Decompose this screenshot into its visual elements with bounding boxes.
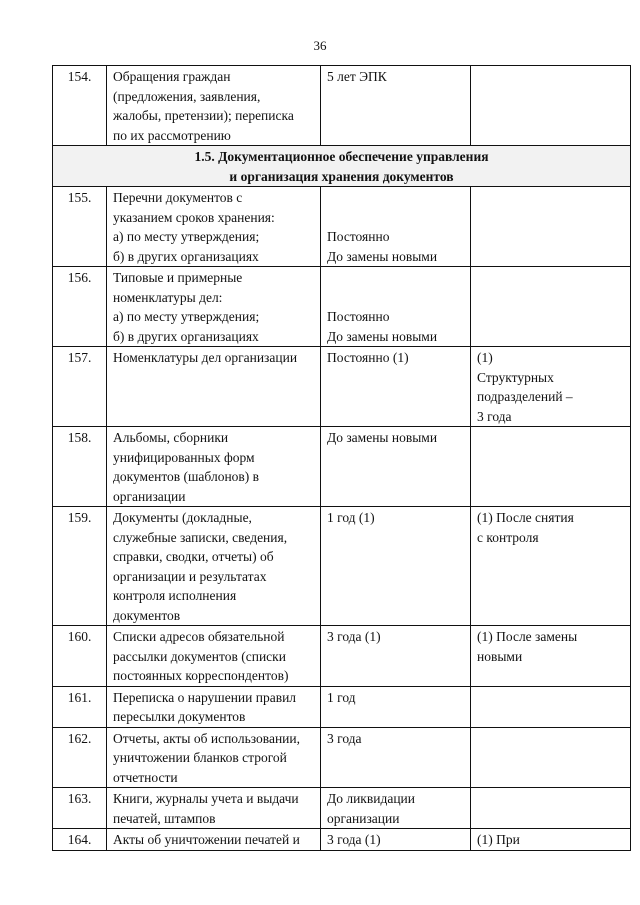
- item-number: 155.: [53, 187, 107, 267]
- document-type-line: Типовые и примерные: [113, 270, 243, 285]
- note-cell: [471, 686, 631, 727]
- document-type-cell: [107, 788, 321, 829]
- note-line: (1) После снятия: [477, 510, 574, 525]
- document-type-line: справки, сводки, отчеты) об: [113, 549, 274, 564]
- document-type-line: документов (шаблонов) в: [113, 469, 260, 484]
- document-type-line: контроля исполнения: [113, 588, 237, 603]
- retention-term-line: Постоянно: [327, 309, 390, 324]
- document-type-cell: [107, 626, 321, 687]
- item-number: 163.: [53, 788, 107, 829]
- document-type-line: жалобы, претензии); переписка: [113, 108, 294, 123]
- document-type-cell: [107, 507, 321, 626]
- document-type-cell: [107, 427, 321, 507]
- document-type-line: указанием сроков хранения:: [113, 209, 275, 225]
- table-row: [53, 427, 631, 507]
- document-type-line: Отчеты, акты об использовании,: [113, 730, 301, 746]
- retention-term-line: Постоянно (1): [327, 350, 409, 365]
- table-row: [53, 686, 631, 727]
- item-number: 161.: [53, 686, 107, 727]
- retention-term-line: [327, 208, 464, 228]
- note-line: (1) При: [477, 832, 520, 847]
- table-row: [53, 507, 631, 626]
- document-type-line: Обращения граждан: [113, 69, 231, 84]
- document-type-line: а) по месту утверждения;: [113, 229, 260, 244]
- retention-term-line: До замены новыми: [327, 248, 438, 264]
- table-row: [53, 788, 631, 829]
- document-type-line: организации и результатах: [113, 568, 267, 584]
- retention-term-line: До замены новыми: [327, 430, 438, 445]
- note-line: подразделений –: [477, 389, 573, 404]
- document-type-line: документов: [113, 607, 181, 623]
- note-line: (1): [477, 350, 493, 365]
- table-row: [53, 347, 631, 427]
- document-type-line: Альбомы, сборники: [113, 430, 229, 445]
- retention-term-line: 3 года (1): [327, 832, 381, 847]
- retention-term-cell: [321, 507, 471, 626]
- note-cell: [471, 727, 631, 788]
- note-cell: [471, 507, 631, 626]
- retention-term-cell: [321, 626, 471, 687]
- document-type-line: (предложения, заявления,: [113, 88, 261, 104]
- retention-term-cell: [321, 686, 471, 727]
- document-type-line: а) по месту утверждения;: [113, 309, 260, 324]
- retention-term-line: 1 год: [327, 689, 356, 705]
- retention-term-cell: [321, 788, 471, 829]
- retention-term-line: 5 лет ЭПК: [327, 69, 387, 84]
- document-type-line: Документы (докладные,: [113, 510, 252, 525]
- retention-term-line: До ликвидации: [327, 791, 415, 806]
- note-cell: [471, 347, 631, 427]
- note-line: новыми: [477, 648, 523, 664]
- document-type-line: пересылки документов: [113, 709, 246, 724]
- table-row: [53, 187, 631, 267]
- item-number: 156.: [53, 267, 107, 347]
- document-type-cell: [107, 267, 321, 347]
- retention-term-line: 3 года (1): [327, 629, 381, 644]
- item-number: 164.: [53, 829, 107, 851]
- retention-term-line: 1 год (1): [327, 510, 375, 525]
- note-cell: [471, 788, 631, 829]
- note-cell: [471, 427, 631, 507]
- document-type-cell: [107, 187, 321, 267]
- retention-term-cell: [321, 727, 471, 788]
- table-row: [53, 727, 631, 788]
- retention-term-line: организации: [327, 810, 400, 826]
- retention-term-cell: [321, 267, 471, 347]
- item-number: 157.: [53, 347, 107, 427]
- retention-table: [52, 65, 631, 851]
- document-type-line: унифицированных форм: [113, 449, 255, 465]
- document-type-cell: [107, 66, 321, 146]
- retention-term-cell: [321, 187, 471, 267]
- note-cell: [471, 187, 631, 267]
- note-line: 3 года: [477, 408, 512, 424]
- note-cell: [471, 829, 631, 851]
- note-line: (1) После замены: [477, 629, 578, 644]
- document-type-line: организации: [113, 488, 186, 504]
- document-type-cell: [107, 829, 321, 851]
- note-cell: [471, 626, 631, 687]
- document-type-line: постоянных корреспондентов): [113, 668, 289, 683]
- page-number: 36: [313, 38, 327, 53]
- document-type-cell: [107, 347, 321, 427]
- document-type-line: б) в других организациях: [113, 248, 259, 264]
- document-type-line: номенклатуры дел:: [113, 289, 223, 305]
- table-row: [53, 66, 631, 146]
- document-type-line: Книги, журналы учета и выдачи: [113, 791, 299, 806]
- note-line: Структурных: [477, 369, 554, 385]
- note-cell: [471, 267, 631, 347]
- item-number: 158.: [53, 427, 107, 507]
- document-type-line: Номенклатуры дел организации: [113, 350, 298, 365]
- document-type-line: служебные записки, сведения,: [113, 529, 288, 545]
- document-type-line: отчетности: [113, 769, 178, 785]
- section-title-line: и организация хранения документов: [229, 168, 454, 184]
- retention-term-cell: [321, 66, 471, 146]
- document-type-line: Перечни документов с: [113, 190, 243, 205]
- retention-term-line: 3 года: [327, 730, 362, 746]
- table-row: [53, 267, 631, 347]
- item-number: 159.: [53, 507, 107, 626]
- retention-term-cell: [321, 427, 471, 507]
- item-number: 162.: [53, 727, 107, 788]
- document-type-line: рассылки документов (списки: [113, 648, 286, 664]
- retention-term-line: Постоянно: [327, 229, 390, 244]
- document-type-line: Акты об уничтожении печатей и: [113, 832, 300, 847]
- table-row: [53, 829, 631, 851]
- table-row: [53, 626, 631, 687]
- document-type-line: Списки адресов обязательной: [113, 629, 285, 644]
- retention-term-line: До замены новыми: [327, 328, 438, 344]
- retention-term-line: [327, 288, 464, 308]
- section-title-line: 1.5. Документационное обеспечение управления: [194, 149, 489, 164]
- retention-term-line: [327, 188, 464, 208]
- section-title: [53, 146, 631, 187]
- retention-term-cell: [321, 347, 471, 427]
- document-type-line: Переписка о нарушении правил: [113, 689, 297, 705]
- document-type-line: уничтожении бланков строгой: [113, 750, 287, 765]
- document-type-line: печатей, штампов: [113, 810, 216, 826]
- document-type-line: по их рассмотрению: [113, 127, 231, 143]
- item-number: 160.: [53, 626, 107, 687]
- document-type-line: б) в других организациях: [113, 328, 259, 344]
- item-number: 154.: [53, 66, 107, 146]
- document-type-cell: [107, 686, 321, 727]
- document-type-cell: [107, 727, 321, 788]
- section-header-row: [53, 146, 631, 187]
- note-line: с контроля: [477, 529, 539, 545]
- note-cell: [471, 66, 631, 146]
- retention-term-line: [327, 268, 464, 288]
- retention-term-cell: [321, 829, 471, 851]
